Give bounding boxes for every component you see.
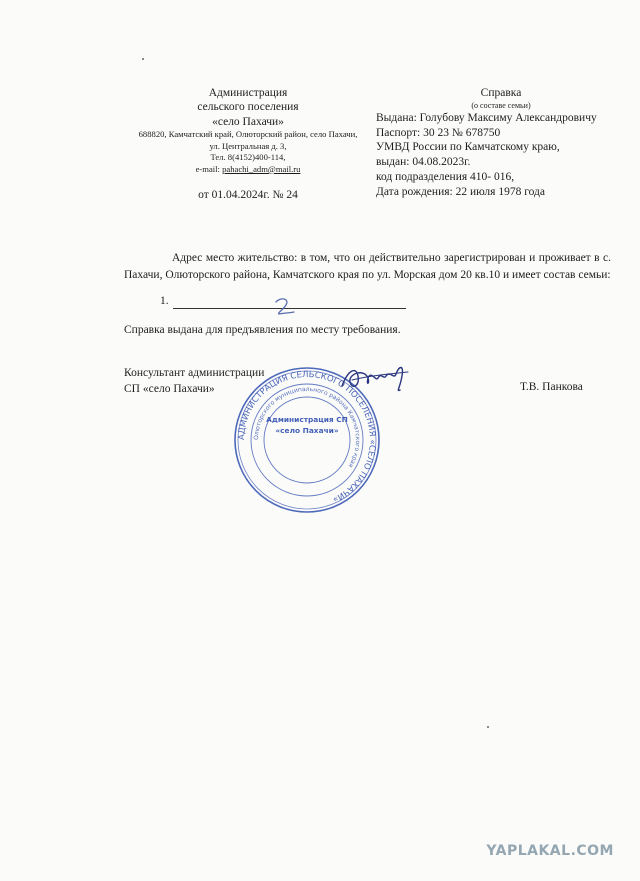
- issuer-line-1: Администрация: [208, 87, 288, 99]
- birth-date: Дата рождения: 22 июля 1978 года: [376, 185, 545, 198]
- stamp-outer-text: АДМИНИСТРАЦИЯ СЕЛЬСКОГО ПОСЕЛЕНИЯ «СЕЛО ПАХАЧИ»: [236, 369, 378, 505]
- residence-paragraph: [124, 250, 611, 283]
- issuer-header: [130, 86, 366, 202]
- stamp-center-line-1: Администрация СП: [266, 415, 348, 424]
- paper-speck: [142, 58, 144, 60]
- passport-issued-date: выдан: 04.08.2023г.: [376, 156, 471, 169]
- issuer-line-3: «село Пахачи»: [212, 115, 284, 128]
- paragraph-text: Адрес место жительство: в том, что он действительно зарегистрирован и проживает в с. Пахачи, Олюторского района, Камчатского края по ул. Морская дом 20 кв.10 и имеет состав семьи:: [124, 252, 611, 281]
- division-code: код подразделения 410- 016,: [376, 170, 515, 183]
- list-number: 1.: [160, 295, 169, 307]
- signatory-name: Т.В. Панкова: [520, 381, 583, 393]
- passport-number: Паспорт: 30 23 № 678750: [376, 126, 501, 139]
- issuer-address-2: ул. Центральная д. 3,: [209, 140, 287, 151]
- issuer-line-2: сельского поселения: [197, 101, 299, 114]
- issued-to: Выдана: Голубову Максиму Александровичу: [376, 111, 597, 124]
- issuer-phone: Тел. 8(4152)400-114,: [210, 152, 286, 163]
- passport-authority: УМВД России по Камчатскому краю,: [376, 141, 560, 154]
- position-line-2: СП «село Пахачи»: [124, 382, 215, 395]
- certificate-title: Справка: [480, 87, 522, 99]
- certificate-subtitle: (о составе семьи): [471, 100, 531, 110]
- email-address: pahachi_adm@mail.ru: [222, 163, 301, 174]
- position-line-1: Консультант администрации: [124, 367, 265, 379]
- paper-speck: [487, 726, 489, 728]
- email-label: e-mail:: [195, 163, 220, 174]
- certificate-header: [376, 86, 626, 199]
- purpose-line: Справка выдана для предъявления по месту требования.: [124, 324, 401, 336]
- handwritten-signature-icon: [338, 360, 418, 396]
- stamp-center-line-2: «село Пахачи»: [275, 426, 339, 435]
- site-watermark: YAPLAKAL.COM: [486, 843, 614, 859]
- stamp-inner-text: Олюторского муниципального района Камчатского края: [252, 385, 362, 469]
- handwritten-mark-icon: [270, 296, 300, 316]
- issuer-address-1: 688820, Камчатский край, Олюторский район, село Пахачи,: [138, 129, 358, 140]
- document-date-number: от 01.04.2024г. № 24: [198, 188, 298, 201]
- issuer-email-line: [130, 164, 366, 176]
